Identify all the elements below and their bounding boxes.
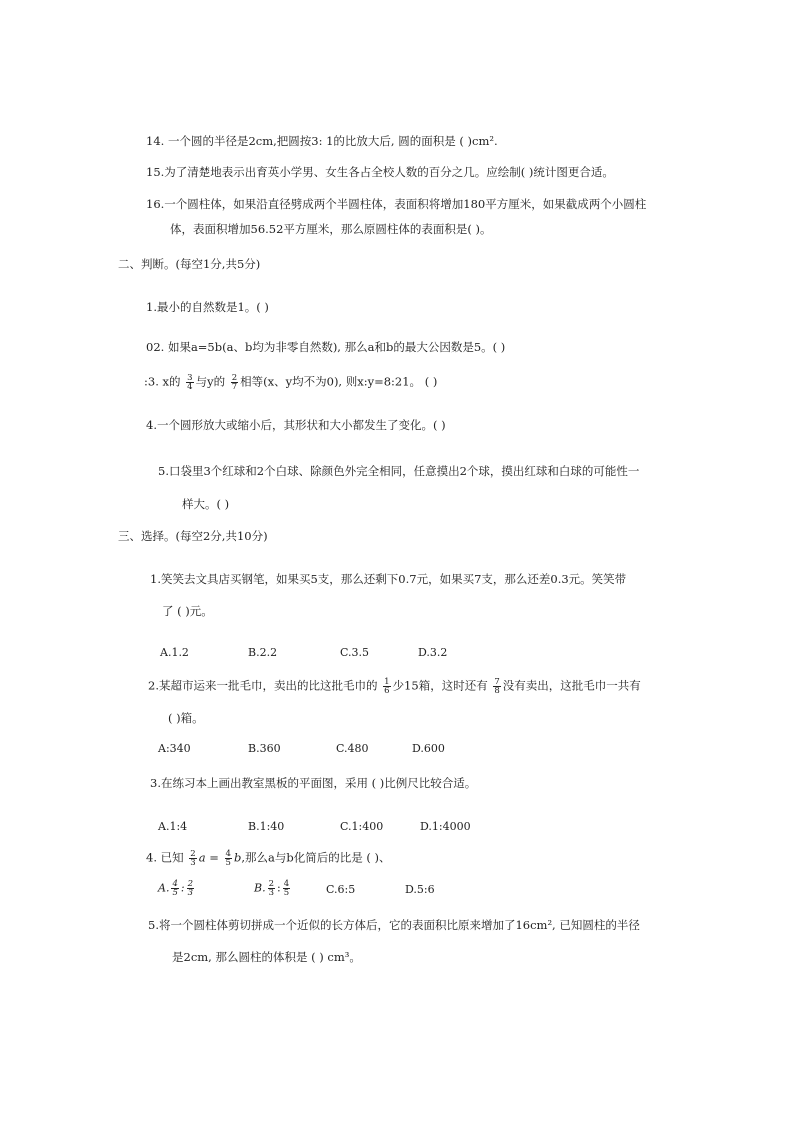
fraction-numerator: 4 bbox=[283, 879, 290, 889]
judge-5-line1: 5.口袋里3个红球和2个白球、除颜色外完全相同，任意摸出2个球，摸出红球和白球的可能性一 bbox=[158, 464, 640, 478]
fraction-numerator: 4 bbox=[225, 849, 231, 859]
choice-1-option-a: A.1.2 bbox=[160, 646, 189, 659]
judge-5-line2: 样大。( ) bbox=[182, 497, 230, 511]
fraction-two-sevenths bbox=[231, 374, 238, 391]
choice-3-option-b: B.1:40 bbox=[248, 820, 285, 833]
fraction-denominator: 5 bbox=[225, 858, 231, 868]
choice-5-line1: 5.将一个圆柱体剪切拼成一个近似的长方体后，它的表面积比原来增加了16cm², 已知圆柱的半径 bbox=[148, 918, 640, 932]
choice-2-suffix: 没有卖出，这批毛巾一共有 bbox=[502, 678, 641, 693]
choice-4-suffix: ,那么a与b化简后的比是 ( )、 bbox=[241, 850, 391, 865]
choice-4-option-d: D.5:6 bbox=[405, 883, 435, 896]
choice-2-line1 bbox=[148, 678, 641, 695]
choice-4-option-b bbox=[254, 880, 292, 897]
choice-1-option-c: C.3.5 bbox=[340, 646, 370, 659]
question-16-line2: 体，表面积增加56.52平方厘米，那么原圆柱体的表面积是( )。 bbox=[170, 222, 492, 236]
fraction-numerator: 2 bbox=[187, 879, 194, 889]
choice-3-option-a: A.1:4 bbox=[158, 820, 188, 833]
question-15: 15.为了清楚地表示出育英小学男、女生各占全校人数的百分之几。应绘制( )统计图更合适。 bbox=[146, 165, 614, 179]
judge-3-prefix: :3. x的 bbox=[144, 374, 181, 389]
fraction-four-fifths bbox=[171, 880, 178, 897]
choice-4-prefix: 4. 已知 bbox=[146, 850, 184, 865]
fraction-denominator: 4 bbox=[187, 382, 193, 392]
variable-b: b bbox=[233, 850, 242, 865]
choice-1-option-b: B.2.2 bbox=[248, 646, 278, 659]
fraction-numerator: 7 bbox=[494, 677, 500, 687]
fraction-two-thirds bbox=[268, 880, 275, 897]
judge-3-mid: 与y的 bbox=[195, 374, 226, 389]
choice-2-line2: ( )箱。 bbox=[168, 711, 204, 725]
choice-3: 3.在练习本上画出教室黑板的平面图，采用 ( )比例尺比较合适。 bbox=[150, 776, 477, 790]
fraction-denominator: 3 bbox=[190, 858, 196, 868]
ratio-colon: : bbox=[277, 881, 281, 895]
choice-4-option-c: C.6:5 bbox=[326, 883, 356, 896]
judge-3 bbox=[144, 374, 437, 391]
fraction-denominator: 8 bbox=[494, 686, 500, 696]
choice-3-option-c: C.1:400 bbox=[340, 820, 384, 833]
judge-4: 4.一个圆形放大或缩小后，其形状和大小都发生了变化。( ) bbox=[146, 418, 446, 432]
choice-4-option-a bbox=[158, 880, 196, 897]
fraction-denominator: 6 bbox=[384, 686, 390, 696]
ratio-colon: : bbox=[180, 881, 185, 895]
section-3-heading: 三、选择。(每空2分,共10分) bbox=[118, 529, 268, 543]
fraction-numerator: 2 bbox=[190, 849, 196, 859]
fraction-three-quarters bbox=[186, 374, 193, 391]
choice-1-line2: 了 ( )元。 bbox=[162, 604, 213, 618]
fraction-numerator: 2 bbox=[268, 879, 275, 889]
choice-2-prefix: 2.某超市运来一批毛巾，卖出的比这批毛巾的 bbox=[148, 678, 378, 693]
fraction-denominator: 5 bbox=[283, 888, 290, 898]
fraction-numerator: 2 bbox=[231, 373, 238, 383]
option-a-label: A. bbox=[158, 881, 170, 895]
fraction-four-fifths bbox=[225, 850, 232, 867]
variable-a: a bbox=[198, 850, 206, 865]
choice-2-option-a: A:340 bbox=[158, 742, 191, 755]
fraction-seven-eighths bbox=[493, 678, 500, 695]
fraction-four-fifths bbox=[283, 880, 290, 897]
choice-2-option-c: C.480 bbox=[336, 742, 369, 755]
fraction-numerator: 4 bbox=[172, 879, 178, 889]
option-b-label: B. bbox=[254, 881, 266, 895]
fraction-one-sixth bbox=[383, 678, 390, 695]
fraction-two-thirds bbox=[187, 880, 194, 897]
choice-2-mid: 少15箱，这时还有 bbox=[392, 678, 488, 693]
fraction-two-thirds bbox=[189, 850, 196, 867]
choice-2-option-b: B.360 bbox=[248, 742, 281, 755]
judge-2: 02. 如果a=5b(a、b均为非零自然数), 那么a和b的最大公因数是5。( ) bbox=[146, 340, 506, 354]
question-14: 14. 一个圆的半径是2cm,把圆按3: 1的比放大后, 圆的面积是 ( )cm². bbox=[146, 134, 498, 148]
judge-3-suffix: 相等(x、y均不为0), 则x:y=8:21。 ( ) bbox=[240, 374, 438, 389]
choice-5-line2: 是2cm, 那么圆柱的体积是 ( ) cm³。 bbox=[172, 950, 361, 964]
fraction-denominator: 3 bbox=[187, 888, 194, 898]
choice-4 bbox=[146, 850, 390, 867]
fraction-numerator: 1 bbox=[384, 677, 390, 687]
choice-3-option-d: D.1:4000 bbox=[420, 820, 471, 833]
question-16-line1: 16.一个圆柱体，如果沿直径劈成两个半圆柱体，表面积将增加180平方厘米，如果截成两个小圆柱 bbox=[146, 197, 647, 211]
fraction-denominator: 5 bbox=[172, 888, 178, 898]
section-2-heading: 二、判断。(每空1分,共5分) bbox=[118, 257, 261, 271]
fraction-denominator: 3 bbox=[268, 888, 275, 898]
equals-sign: = bbox=[205, 850, 223, 865]
choice-1-line1: 1.笑笑去文具店买钢笔，如果买5支，那么还剩下0.7元，如果买7支，那么还差0.3元。笑笑带 bbox=[150, 572, 627, 586]
judge-1: 1.最小的自然数是1。( ) bbox=[146, 300, 269, 314]
choice-1-option-d: D.3.2 bbox=[418, 646, 448, 659]
fraction-denominator: 7 bbox=[231, 382, 238, 392]
choice-2-option-d: D.600 bbox=[412, 742, 445, 755]
fraction-numerator: 3 bbox=[187, 373, 193, 383]
